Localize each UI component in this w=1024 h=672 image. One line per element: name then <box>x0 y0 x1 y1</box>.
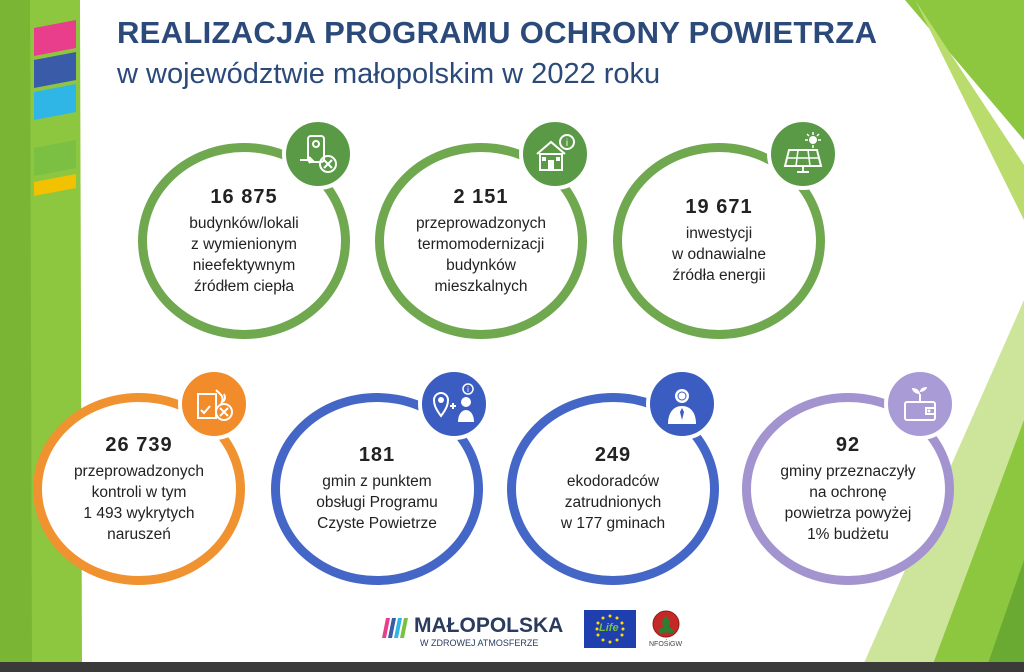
stat-description: gminy przeznaczyły na ochronę powietrza powyżej 1% budżetu <box>780 462 916 543</box>
svg-text:i: i <box>565 138 569 149</box>
life-logo-text: Life <box>599 622 619 634</box>
inspection-fire-icon <box>178 368 250 440</box>
stat-value: 19 671 <box>685 196 753 218</box>
stat-value: 26 739 <box>105 433 173 456</box>
nfosigw-logo <box>648 609 684 653</box>
stat-description: gmin z punktem obsługi Programu Czyste Powietrze <box>316 473 438 532</box>
stat-description: ekodoradców zatrudnionych w 177 gminach <box>560 473 666 532</box>
svg-text:i: i <box>467 385 469 394</box>
malopolska-logo-main: MAŁOPOLSKA <box>414 614 564 637</box>
stat-description: inwestycji w odnawialne źródła energii <box>672 225 766 284</box>
solar-panel-icon <box>767 118 839 190</box>
wallet-plant-icon <box>884 368 956 440</box>
title-line-2: w województwie małopolskim w 2022 roku <box>117 58 661 90</box>
malopolska-logo-sub: W ZDROWEJ ATMOSFERZE <box>420 638 539 648</box>
stat-value: 2 151 <box>453 185 509 208</box>
eco-advisor-icon <box>646 368 718 440</box>
malopolska-logo <box>380 611 570 651</box>
stat-value: 16 875 <box>210 185 278 208</box>
stat-value: 181 <box>358 444 396 466</box>
nfosigw-logo-text: NFOŚiGW <box>649 641 683 648</box>
stat-value: 249 <box>594 444 632 466</box>
house-info-icon <box>519 118 591 190</box>
stat-value: 92 <box>835 433 861 456</box>
eu-life-logo <box>584 610 636 648</box>
boiler-replacement-icon <box>282 118 354 190</box>
location-advisor-icon <box>418 368 490 440</box>
stat-description: budynków/lokali z wymienionym nieefektywnym źródłem ciepła <box>189 214 299 295</box>
footer-bar <box>0 662 1024 672</box>
stat-description: przeprowadzonych termomodernizacji budynków mieszkalnych <box>415 214 547 295</box>
stat-description: przeprowadzonych kontroli w tym 1 493 wykrytych naruszeń <box>73 462 205 543</box>
title-line-1: REALIZACJA PROGRAMU OCHRONY POWIETRZA <box>117 15 878 50</box>
left-logo-stripes <box>30 20 80 210</box>
